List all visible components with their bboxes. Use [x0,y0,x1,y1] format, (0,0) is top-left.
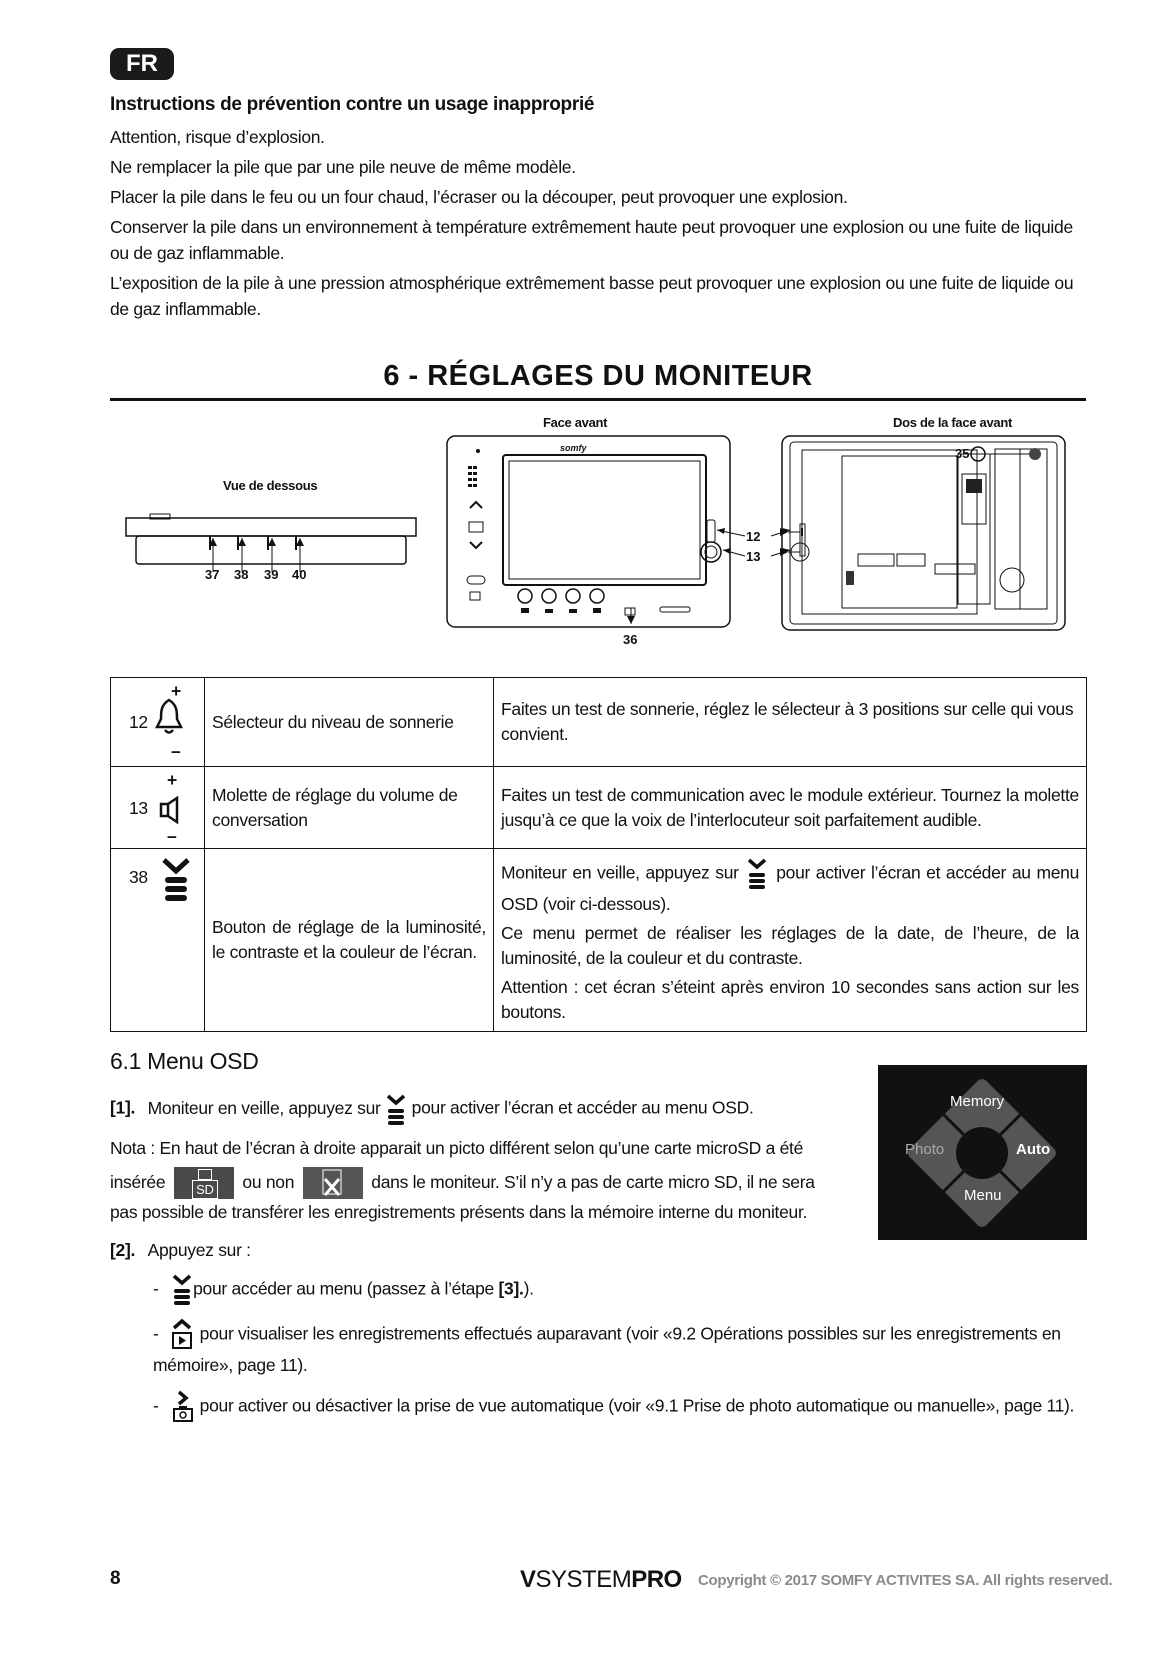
prevention-line: L’exposition de la pile à une pression atmosphérique extrêmement basse peut provoquer une explosion ou une fuite de liquide ou de gaz inflammable. [110,273,1074,319]
row-id-cell [111,849,205,1032]
row-label: Sélecteur du niveau de sonnerie [205,678,494,767]
subsection-title: 6.1 Menu OSD [110,1048,259,1074]
callout-35: 35 [955,446,970,461]
bullet-menu [153,1272,1083,1308]
bullet-dash: - [153,1278,159,1299]
sd-label: SD [192,1180,218,1199]
nota-text: dans le moniteur. S’il n’y a pas de carte micro SD, il ne sera [371,1172,815,1192]
osd-memory-label: Memory [950,1093,1005,1110]
callout-37: 37 [205,567,220,582]
menu-down-button-icon [746,856,768,892]
bullet-text: pour accéder au menu (passez à l’étape [193,1278,494,1299]
back-view-label: Dos de la face avant [893,415,1012,430]
sd-card-present-icon [174,1167,234,1199]
row-number: 38 [129,867,148,887]
play-up-button-icon [171,1318,195,1352]
row-label: Bouton de réglage de la luminosité, le contraste et la couleur de l’écran. [205,849,494,1032]
brand-v: V [520,1566,536,1593]
table-row [111,678,1087,767]
menu-down-button-icon [385,1092,407,1126]
table-row [111,767,1087,849]
callout-38: 38 [234,567,249,582]
step-number: [1]. [110,1097,136,1118]
table-row [111,849,1087,1032]
prevention-line: Ne remplacer la pile que par une pile neuve de même modèle. [110,157,576,177]
page-number: 8 [110,1568,121,1589]
step-number: [2]. [110,1240,136,1260]
nota-line: Nota : En haut de l’écran à droite apparait un picto différent selon qu’une carte microSD a été [110,1138,804,1158]
desc-text: Ce menu permet de réaliser les réglages de la date, de l’heure, de la luminosité, de la couleur et du contraste. [501,922,1079,968]
brand-mark: somfy [560,443,587,453]
osd-auto-label: Auto [1016,1141,1051,1158]
row-description: Faites un test de communication avec le module extérieur. Tournez la molette jusqu’à ce que la voix de l’interlocuteur soit parfaitement audible. [494,767,1087,849]
desc-text: Attention : cet écran s’éteint après environ 10 secondes sans action sur les boutons. [501,976,1079,1022]
bullet-memory [153,1318,1085,1378]
callout-12: 12 [746,529,761,544]
row-number: 13 [129,797,148,818]
row-description: Faites un test de sonnerie, réglez le sélecteur à 3 positions sur celle qui vous convient. [494,678,1087,767]
section-title: 6 - RÉGLAGES DU MONITEUR [383,360,813,392]
callout-36: 36 [623,632,638,647]
menu-down-button-icon [171,1272,193,1308]
step-text: Moniteur en veille, appuyez sur [147,1097,381,1118]
bottom-view-label: Vue de dessous [223,478,318,493]
step-2 [110,1240,251,1261]
bullet-text: pour activer ou désactiver la prise de vue automatique (voir «9.1 Prise de photo automatique ou manuelle», page 11). [199,1395,1075,1416]
nota-line [110,1165,858,1199]
settings-table [110,677,1087,1032]
prevention-line: Conserver la pile dans un environnement à température extrêmement haute peut provoquer une explosion ou une fuite de liquide ou de gaz inflammable. [110,217,1073,263]
no-sd-card-icon [303,1167,363,1199]
copyright: Copyright © 2017 SOMFY ACTIVITES SA. All rights reserved. [698,1572,1113,1589]
step-reference: [3]. [498,1278,524,1299]
language-badge: FR [110,48,174,80]
desc-text: pour activer l’écran et accéder au menu OSD (voir ci-dessous). [501,862,1080,914]
brand-pro: PRO [631,1566,682,1593]
plus-sign: + [171,681,181,701]
bullet-text: pour visualiser les enregistrements effectués auparavant (voir «9.2 Opérations possibles sur les enregistrements en mémoire», page 11). [153,1323,1061,1375]
nota-line: pas possible de transférer les enregistrements présents dans la mémoire interne du moniteur. [110,1202,808,1222]
back-view-diagram [780,434,1070,634]
bullet-dash: - [153,1395,159,1416]
row-label: Molette de réglage du volume de conversation [205,767,494,849]
front-view-label: Face avant [543,415,608,430]
speaker-icon [159,796,187,826]
section-rule [110,398,1086,401]
prevention-line: Placer la pile dans le feu ou un four chaud, l’écraser ou la découper, peut provoquer une explosion. [110,187,848,207]
nota-text: insérée [110,1172,166,1192]
step-1 [110,1092,830,1126]
plus-sign: + [167,769,177,790]
bullet-auto [153,1390,1085,1424]
minus-sign: – [171,741,181,761]
row-id-cell [111,767,205,849]
callout-13: 13 [746,549,761,564]
step-text: Appuyez sur : [147,1240,251,1260]
camera-right-button-icon [171,1390,195,1424]
osd-menu-image [878,1065,1087,1240]
bullet-text: ). [523,1278,534,1299]
menu-down-button-icon [161,855,191,905]
prevention-line: Attention, risque d’explosion. [110,127,325,147]
callout-39: 39 [264,567,279,582]
brand-system: SYSTEM [535,1566,632,1593]
vsystempro-logo [520,1566,682,1594]
row-description-cell [494,849,1087,1032]
osd-menu-label: Menu [964,1187,1002,1204]
bullet-dash: - [153,1323,159,1344]
desc-text: Moniteur en veille, appuyez sur [501,862,739,883]
row-number: 12 [129,712,148,732]
bell-icon [155,697,183,737]
step-text: pour activer l’écran et accéder au menu OSD. [411,1097,754,1118]
osd-photo-label: Photo [905,1141,945,1158]
nota-text: ou non [242,1172,295,1192]
prevention-heading: Instructions de prévention contre un usage inapproprié [110,94,595,115]
row-id-cell [111,678,205,767]
minus-sign: – [167,825,177,846]
callout-40: 40 [292,567,307,582]
front-view-diagram [445,432,795,637]
